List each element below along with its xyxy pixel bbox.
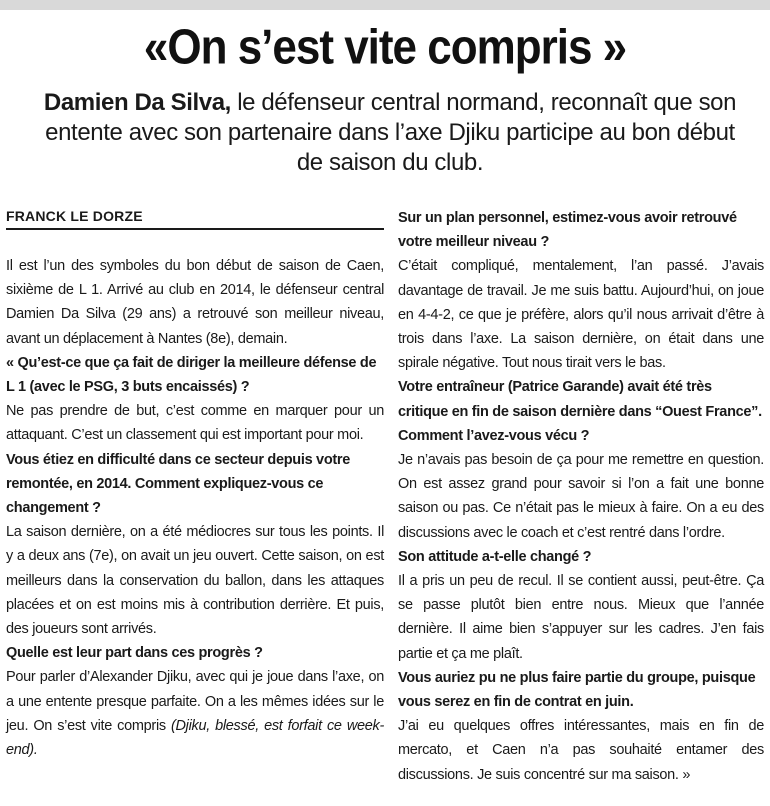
question-7: Vous auriez pu ne plus faire partie du groupe, puisque vous serez en fin de contrat en juin. bbox=[398, 669, 756, 711]
byline: FRANCK LE DORZE bbox=[6, 206, 384, 230]
answer-4: C’était compliqué, mentalement, l’an passé. J’avais davantage de travail. Je me suis battu. Aujourd’hui, on joue en 4-4-2, ce que je préfère, alors qu’il nous arrivait d’être à trois dans l’axe. La saison dernière, on était dans une spirale négative. Tout nous tirait vers le bas. bbox=[398, 258, 764, 372]
right-column bbox=[398, 206, 764, 787]
answer-7: J’ai eu quelques offres intéressantes, mais en fin de mercato, et Caen n’a pas souhaité entamer des discussions. Je suis concentré sur ma saison. » bbox=[398, 718, 764, 783]
question-6: Son attitude a-t-elle changé ? bbox=[398, 548, 592, 565]
top-band bbox=[0, 0, 770, 10]
answer-3 bbox=[6, 665, 384, 762]
left-column bbox=[6, 206, 384, 762]
answer-1: Ne pas prendre de but, c’est comme en marquer pour un attaquant. C’est un classement qui est important pour moi. bbox=[6, 403, 384, 444]
question-2: Vous étiez en difficulté dans ce secteur depuis votre remontée, en 2014. Comment expliquez-vous ce changement ? bbox=[6, 451, 351, 517]
deck-text: le défenseur central normand, reconnaît que son entente avec son partenaire dans l’axe Djiku participe au bon début de saison du club. bbox=[45, 89, 737, 176]
answer-6: Il a pris un peu de recul. Il se contient aussi, peut-être. Ça se passe plutôt bien entre nous. Mieux que l’année dernière. Il aime bien s’appuyer sur les cadres. J’en fais partie et ça me plaît. bbox=[398, 573, 764, 662]
intro-paragraph: Il est l’un des symboles du bon début de saison de Caen, sixième de L 1. Arrivé au club en 2014, le défenseur central Damien Da Silva (29 ans) a retrouvé son meilleur niveau, avant un déplacement à Nantes (8e), demain. bbox=[6, 258, 384, 347]
answer-5: Je n’avais pas besoin de ça pour me remettre en question. On est assez grand pour savoir si l’on a fait une bonne saison ou pas. Ce n’était pas le mieux à faire. On a eu des discussions avec le coach et c’est rentré dans l’ordre. bbox=[398, 452, 764, 541]
answer-2: La saison dernière, on a été médiocres sur tous les points. Il y a deux ans (7e), on avait un jeu ouvert. Cette saison, on est meilleurs dans la conservation du ballon, dans les attaques placées et on est moins mis à contribution derrière. Et puis, des joueurs sont arrivés. bbox=[6, 524, 384, 638]
question-3: Quelle est leur part dans ces progrès ? bbox=[6, 645, 263, 662]
question-5: Votre entraîneur (Patrice Garande) avait été très critique en fin de saison dernière dans “Ouest France”. Comment l’avez-vous vécu ? bbox=[398, 379, 762, 444]
answer-3-text: Pour parler d’Alexander Djiku, avec qui je joue dans l’axe, on a une entente presque parfaite. On a les mêmes idées sur le jeu. On s’est vite compris bbox=[6, 669, 384, 734]
article-headline: «On s’est vite compris » bbox=[143, 20, 627, 75]
answer-3-aside: (Djiku, blessé, est forfait ce week-end). bbox=[6, 717, 385, 759]
question-1: « Qu’est-ce que ça fait de diriger la meilleure défense de L 1 (avec le PSG, 3 buts encaissés) ? bbox=[6, 354, 377, 396]
question-4: Sur un plan personnel, estimez-vous avoir retrouvé votre meilleur niveau ? bbox=[398, 210, 737, 251]
deck-name: Damien Da Silva, bbox=[43, 89, 231, 116]
article-deck bbox=[40, 88, 740, 178]
